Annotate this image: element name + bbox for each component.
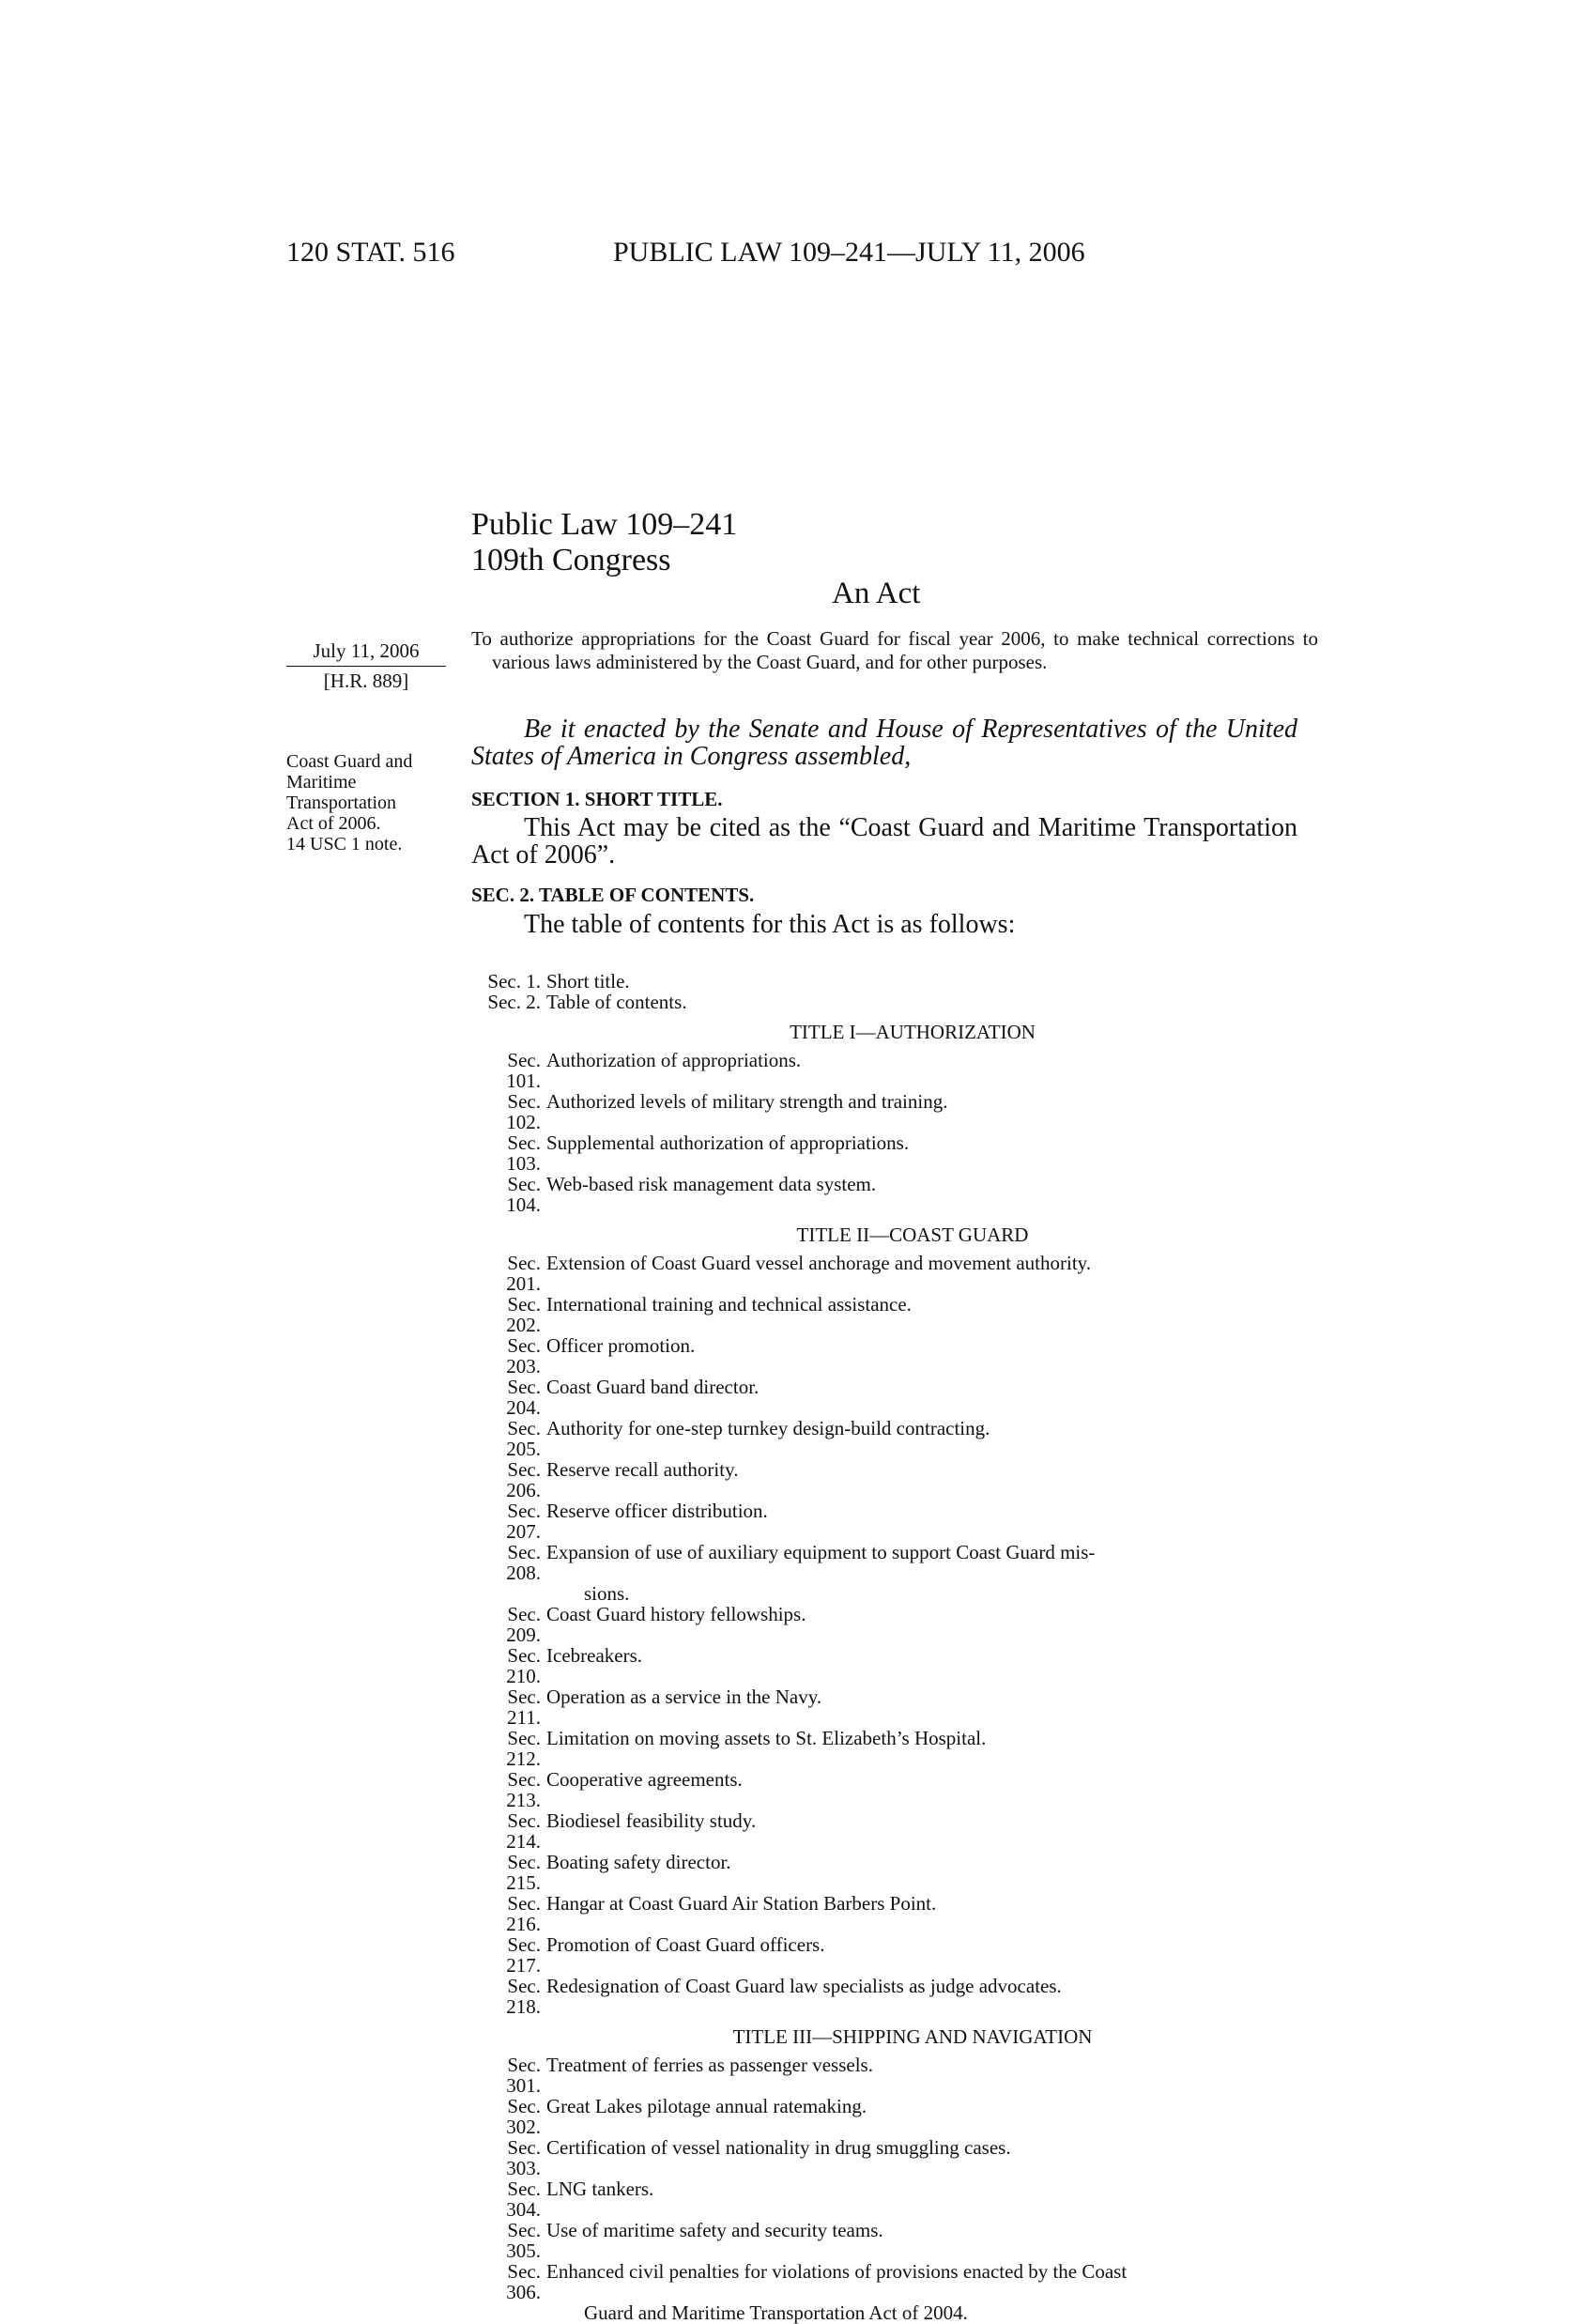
running-head [286, 237, 1169, 274]
toc-sec-number: Sec. 101. [506, 1049, 541, 1092]
toc-row [471, 1604, 1297, 1645]
section-1-heading: SECTION 1. SHORT TITLE. [471, 788, 723, 810]
toc-sec-title: Reserve recall authority. [546, 1458, 739, 1481]
toc-sec-number: Sec. 301. [506, 2054, 541, 2097]
toc-sec-number: Sec. 205. [506, 1417, 541, 1460]
toc-sec-number: Sec. 211. [507, 1685, 541, 1729]
toc-title-heading: TITLE II—COAST GUARD [796, 1224, 1029, 1246]
toc-row [471, 1542, 1297, 1583]
toc-sec-title: LNG tankers. [546, 2178, 654, 2200]
toc-row [471, 1769, 1297, 1810]
toc-sec-number: Sec. 103. [506, 1131, 541, 1175]
toc-sec-title: Coast Guard band director. [546, 1376, 760, 1398]
toc-sec-title: Certification of vessel nationality in drug smuggling cases. [546, 2136, 1011, 2159]
toc-sec-number: Sec. 201. [506, 1252, 541, 1295]
toc-row [471, 1132, 1297, 1174]
toc-sec-title: Enhanced civil penalties for violations of provisions enacted by the Coast [546, 2260, 1128, 2283]
toc-title-heading: TITLE III—SHIPPING AND NAVIGATION [732, 2025, 1093, 2048]
table-of-contents [471, 971, 1297, 2323]
toc-sec-title: Boating safety director. [546, 1851, 731, 1873]
toc-sec-number: Sec. 216. [506, 1892, 541, 1935]
toc-row [471, 1976, 1297, 2017]
toc-row [471, 1686, 1297, 1728]
toc-sec-number: Sec. 206. [506, 1458, 541, 1501]
toc-sec-title: Expansion of use of auxiliary equipment to support Coast Guard mis- [546, 1541, 1096, 1563]
toc-sec-title: Reserve officer distribution. [546, 1500, 768, 1522]
toc-sec-title: Table of contents. [546, 991, 687, 1013]
toc-row [471, 1253, 1297, 1294]
toc-row [471, 2055, 1297, 2096]
toc-row [471, 2178, 1297, 2220]
toc-sec-number: Sec. 212. [506, 1727, 541, 1770]
toc-intro-items [471, 971, 1297, 1012]
toc-sec-number: Sec. 208. [506, 1541, 541, 1584]
toc-row [471, 1174, 1297, 1215]
toc-sec-number: Sec. 303. [506, 2136, 541, 2179]
toc-sec-title: Redesignation of Coast Guard law specialists as judge advocates. [546, 1975, 1062, 1997]
toc-row [471, 1418, 1297, 1459]
toc-intro: The table of contents for this Act is as follows: [524, 910, 1016, 939]
toc-row [471, 1728, 1297, 1769]
toc-row [471, 1645, 1297, 1686]
toc-title-3-items [471, 2055, 1297, 2323]
section-2-heading: SEC. 2. TABLE OF CONTENTS. [471, 884, 755, 906]
margin-note-line: Act of 2006. [286, 813, 381, 834]
toc-sec-number: Sec. 305. [506, 2219, 541, 2262]
toc-sec-title: Authorized levels of military strength and training. [546, 1090, 948, 1113]
toc-sec-title: Coast Guard history fellowships. [546, 1603, 806, 1625]
toc-row [471, 1893, 1297, 1934]
toc-sec-title: International training and technical assistance. [546, 1293, 912, 1316]
toc-row [471, 1934, 1297, 1976]
toc-row [471, 2220, 1297, 2261]
margin-date-block [286, 639, 446, 692]
toc-sec-title: Operation as a service in the Navy. [546, 1685, 822, 1708]
toc-sec-title: Cooperative agreements. [546, 1768, 743, 1791]
toc-sec-title: Web-based risk management data system. [546, 1173, 877, 1195]
toc-sec-number: Sec. 210. [506, 1644, 541, 1687]
toc-row [471, 1335, 1297, 1377]
toc-sec-title: Officer promotion. [546, 1334, 696, 1357]
toc-row [471, 1050, 1297, 1091]
toc-continuation: Guard and Maritime Transportation Act of 2004. [584, 2301, 968, 2324]
toc-row [471, 1501, 1297, 1542]
stat-page-number: 120 STAT. 516 [286, 237, 455, 268]
toc-sec-number: Sec. 203. [506, 1334, 541, 1377]
public-law-number: Public Law 109–241 [471, 507, 738, 542]
toc-row [471, 1810, 1297, 1852]
toc-sec-number: Sec. 215. [506, 1851, 541, 1894]
toc-sec-title: Treatment of ferries as passenger vessels. [546, 2054, 873, 2076]
toc-sec-number: Sec. 1. [487, 970, 541, 993]
toc-sec-number: Sec. 213. [506, 1768, 541, 1811]
toc-sec-number: Sec. 207. [506, 1500, 541, 1543]
toc-sec-title: Authority for one-step turnkey design-build contracting. [546, 1417, 990, 1439]
toc-sec-title: Authorization of appropriations. [546, 1049, 802, 1071]
toc-sec-title: Icebreakers. [546, 1644, 643, 1667]
margin-rule [286, 666, 446, 667]
short-title-text: This Act may be cited as the “Coast Guard and Maritime Transportation Act of 2006”. [471, 813, 1297, 870]
toc-sec-number: Sec. 104. [506, 1173, 541, 1216]
toc-sec-number: Sec. 306. [506, 2260, 541, 2303]
toc-title-1-items [471, 1050, 1297, 1215]
toc-sec-number: Sec. 218. [506, 1975, 541, 2018]
toc-row [471, 1852, 1297, 1893]
toc-row [471, 1459, 1297, 1501]
toc-sec-number: Sec. 204. [506, 1376, 541, 1419]
toc-row [471, 2137, 1297, 2178]
toc-row [471, 1091, 1297, 1132]
margin-note-line: Coast Guard and [286, 751, 413, 772]
toc-title-2-items [471, 1253, 1297, 2017]
toc-sec-number: Sec. 209. [506, 1603, 541, 1646]
margin-note-line: 14 USC 1 note. [286, 834, 403, 854]
toc-continuation: sions. [584, 1582, 630, 1605]
toc-sec-title: Biodiesel feasibility study. [546, 1809, 757, 1832]
bill-number: [H.R. 889] [323, 669, 409, 692]
margin-note-line: Transportation [286, 793, 397, 813]
toc-sec-number: Sec. 304. [506, 2178, 541, 2221]
toc-sec-number: Sec. 302. [506, 2095, 541, 2138]
toc-sec-title: Short title. [546, 970, 630, 993]
toc-sec-number: Sec. 214. [506, 1809, 541, 1853]
purpose-statement: To authorize appropriations for the Coast Guard for fiscal year 2006, to make technical corrections to various laws administered by the Coast Guard, and for other purposes. [471, 627, 1318, 673]
toc-sec-title: Extension of Coast Guard vessel anchorage and movement authority. [546, 1252, 1092, 1274]
toc-sec-title: Great Lakes pilotage annual ratemaking. [546, 2095, 867, 2117]
toc-row [471, 992, 1297, 1012]
running-title: PUBLIC LAW 109–241—JULY 11, 2006 [613, 237, 1085, 268]
toc-sec-title: Supplemental authorization of appropriations. [546, 1131, 910, 1154]
toc-sec-number: Sec. 102. [506, 1090, 541, 1133]
law-title-block [471, 507, 737, 578]
enactment-date: July 11, 2006 [313, 639, 420, 662]
toc-sec-number: Sec. 2. [487, 991, 541, 1013]
toc-row [471, 2261, 1297, 2302]
margin-note [286, 751, 455, 854]
toc-row [471, 1377, 1297, 1418]
toc-sec-title: Limitation on moving assets to St. Elizabeth’s Hospital. [546, 1727, 987, 1749]
an-act-heading: An Act [832, 577, 921, 610]
toc-title-heading: TITLE I—AUTHORIZATION [790, 1021, 1036, 1043]
margin-note-line: Maritime [286, 772, 357, 793]
toc-row [471, 1294, 1297, 1335]
enacting-clause: Be it enacted by the Senate and House of Representatives of the United States of America in Congress assembled, [471, 715, 1297, 771]
toc-sec-title: Use of maritime safety and security teams. [546, 2219, 883, 2241]
congress-number: 109th Congress [471, 543, 671, 577]
toc-row [471, 971, 1297, 992]
toc-sec-title: Promotion of Coast Guard officers. [546, 1933, 825, 1956]
toc-sec-number: Sec. 202. [506, 1293, 541, 1336]
toc-sec-number: Sec. 217. [506, 1933, 541, 1977]
toc-sec-title: Hangar at Coast Guard Air Station Barbers Point. [546, 1892, 937, 1915]
toc-row [471, 2096, 1297, 2137]
